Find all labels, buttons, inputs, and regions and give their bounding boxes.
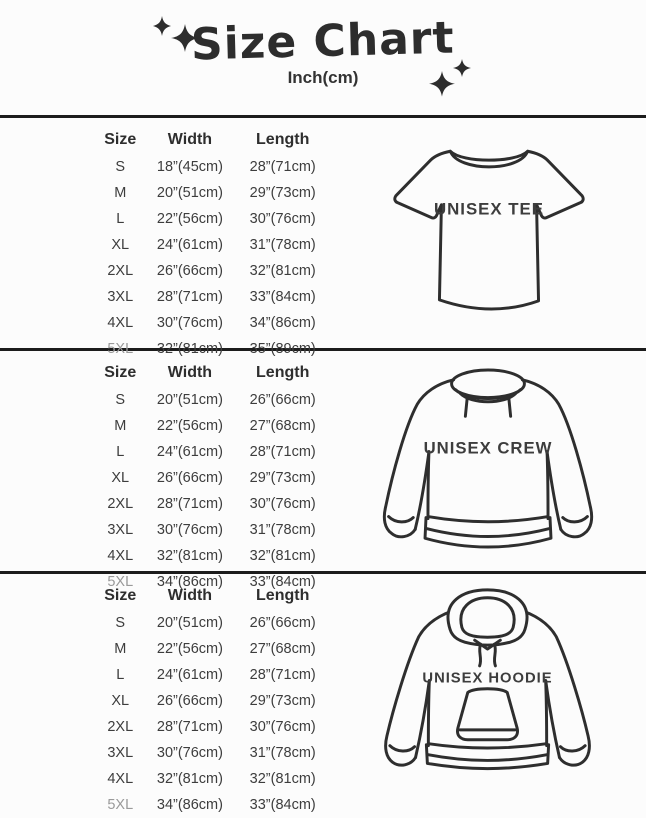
- size-cell: XL: [111, 470, 130, 486]
- page-title: Size Chart: [190, 12, 456, 71]
- length-cell: 28”(71cm): [249, 667, 316, 683]
- garment-label-hoodie: UNISEX HOODIE: [422, 670, 553, 687]
- width-cell: 32”(81cm): [156, 341, 223, 357]
- size-cell: 3XL: [107, 289, 134, 305]
- length-cell: 31”(78cm): [249, 745, 316, 761]
- size-cell: L: [116, 667, 125, 683]
- size-cell: 2XL: [107, 263, 134, 279]
- hoodie-size-table: [96, 582, 330, 818]
- length-cell: 32”(81cm): [249, 263, 316, 279]
- width-cell: 18”(45cm): [156, 159, 223, 175]
- column-header-length: Length: [256, 587, 310, 604]
- column-header-size: Size: [104, 131, 137, 148]
- table-row: [96, 154, 330, 180]
- length-cell: 31”(78cm): [249, 237, 316, 253]
- table-row: [96, 662, 330, 688]
- table-row: [96, 543, 330, 569]
- width-cell: 34”(86cm): [156, 574, 223, 590]
- width-cell: 26”(66cm): [156, 263, 223, 279]
- width-cell: 34”(86cm): [156, 797, 223, 813]
- size-cell: L: [116, 211, 125, 227]
- length-cell: 26”(66cm): [249, 615, 316, 631]
- table-row: [96, 465, 330, 491]
- table-row: [96, 232, 330, 258]
- crew-illustration: [365, 363, 611, 560]
- width-cell: 20”(51cm): [156, 392, 223, 408]
- width-cell: 28”(71cm): [156, 496, 223, 512]
- size-cell: 4XL: [107, 548, 134, 564]
- size-cell: 5XL: [107, 574, 134, 590]
- size-cell: L: [116, 444, 125, 460]
- length-cell: 30”(76cm): [249, 211, 316, 227]
- table-row: [96, 439, 330, 465]
- table-row: [96, 517, 330, 543]
- length-cell: 33”(84cm): [249, 574, 316, 590]
- size-cell: 4XL: [107, 771, 134, 787]
- length-cell: 27”(68cm): [249, 418, 316, 434]
- size-cell: M: [114, 641, 127, 657]
- size-cell: XL: [111, 693, 130, 709]
- length-cell: 32”(81cm): [249, 548, 316, 564]
- width-cell: 28”(71cm): [156, 719, 223, 735]
- length-cell: 35”(89cm): [249, 341, 316, 357]
- length-cell: 34”(86cm): [249, 315, 316, 331]
- width-cell: 22”(56cm): [156, 641, 223, 657]
- size-cell: S: [115, 159, 126, 175]
- size-cell: 5XL: [107, 341, 134, 357]
- width-cell: 32”(81cm): [156, 771, 223, 787]
- table-row: [96, 206, 330, 232]
- width-cell: 30”(76cm): [156, 745, 223, 761]
- width-cell: 24”(61cm): [156, 444, 223, 460]
- size-cell: 3XL: [107, 745, 134, 761]
- width-cell: 24”(61cm): [156, 667, 223, 683]
- length-cell: 28”(71cm): [249, 159, 316, 175]
- column-header-size: Size: [104, 587, 137, 604]
- table-row: [96, 610, 330, 636]
- table-row: [96, 258, 330, 284]
- table-row: [96, 413, 330, 439]
- table-row: [96, 387, 330, 413]
- size-cell: 3XL: [107, 522, 134, 538]
- hoodie-section: [0, 574, 646, 813]
- width-cell: 26”(66cm): [156, 693, 223, 709]
- header: [0, 0, 646, 115]
- tee-illustration-area: [330, 118, 646, 348]
- crew-illustration-area: [330, 351, 646, 571]
- size-cell: M: [114, 418, 127, 434]
- table-row: [96, 180, 330, 206]
- width-cell: 26”(66cm): [156, 470, 223, 486]
- length-cell: 31”(78cm): [249, 522, 316, 538]
- table-row: [96, 310, 330, 336]
- length-cell: 30”(76cm): [249, 719, 316, 735]
- length-cell: 26”(66cm): [249, 392, 316, 408]
- width-cell: 30”(76cm): [156, 522, 223, 538]
- tee-section: [0, 118, 646, 357]
- crew-size-table: [96, 359, 330, 595]
- garment-label-crew: UNISEX CREW: [423, 438, 553, 458]
- size-cell: 4XL: [107, 315, 134, 331]
- length-cell: 30”(76cm): [249, 496, 316, 512]
- hoodie-illustration: [372, 582, 604, 792]
- tee-table-column: [0, 118, 330, 357]
- length-cell: 29”(73cm): [249, 693, 316, 709]
- width-cell: 30”(76cm): [156, 315, 223, 331]
- table-header-row: [96, 359, 330, 387]
- column-header-length: Length: [256, 364, 310, 381]
- width-cell: 32”(81cm): [156, 548, 223, 564]
- table-row: [96, 491, 330, 517]
- size-cell: 2XL: [107, 719, 134, 735]
- table-row: [96, 688, 330, 714]
- column-header-width: Width: [167, 131, 213, 148]
- length-cell: 29”(73cm): [249, 470, 316, 486]
- width-cell: 20”(51cm): [156, 185, 223, 201]
- column-header-width: Width: [167, 587, 213, 604]
- size-cell: M: [114, 185, 127, 201]
- hoodie-table-column: [0, 574, 330, 813]
- table-row: [96, 284, 330, 310]
- sparkle-stars-icon: [424, 55, 480, 107]
- table-header-row: [96, 582, 330, 610]
- length-cell: 29”(73cm): [249, 185, 316, 201]
- units-subtitle: Inch(cm): [287, 68, 359, 87]
- size-cell: S: [115, 392, 126, 408]
- tee-size-table: [96, 126, 330, 362]
- table-header-row: [96, 126, 330, 154]
- size-cell: S: [115, 615, 126, 631]
- width-cell: 24”(61cm): [156, 237, 223, 253]
- length-cell: 33”(84cm): [249, 289, 316, 305]
- hoodie-illustration-area: [330, 574, 646, 800]
- size-cell: 5XL: [107, 797, 134, 813]
- length-cell: 27”(68cm): [249, 641, 316, 657]
- column-header-length: Length: [256, 131, 310, 148]
- tee-illustration: [379, 141, 597, 325]
- size-cell: XL: [111, 237, 130, 253]
- length-cell: 28”(71cm): [249, 444, 316, 460]
- length-cell: 32”(81cm): [249, 771, 316, 787]
- garment-label-tee: UNISEX TEE: [434, 199, 544, 219]
- width-cell: 20”(51cm): [156, 615, 223, 631]
- crew-table-column: [0, 351, 330, 590]
- table-row: [96, 766, 330, 792]
- table-row: [96, 636, 330, 662]
- length-cell: 33”(84cm): [249, 797, 316, 813]
- width-cell: 22”(56cm): [156, 211, 223, 227]
- width-cell: 28”(71cm): [156, 289, 223, 305]
- table-row: [96, 714, 330, 740]
- column-header-size: Size: [104, 364, 137, 381]
- crew-section: [0, 351, 646, 590]
- table-row: [96, 792, 330, 818]
- size-cell: 2XL: [107, 496, 134, 512]
- table-row: [96, 740, 330, 766]
- width-cell: 22”(56cm): [156, 418, 223, 434]
- column-header-width: Width: [167, 364, 213, 381]
